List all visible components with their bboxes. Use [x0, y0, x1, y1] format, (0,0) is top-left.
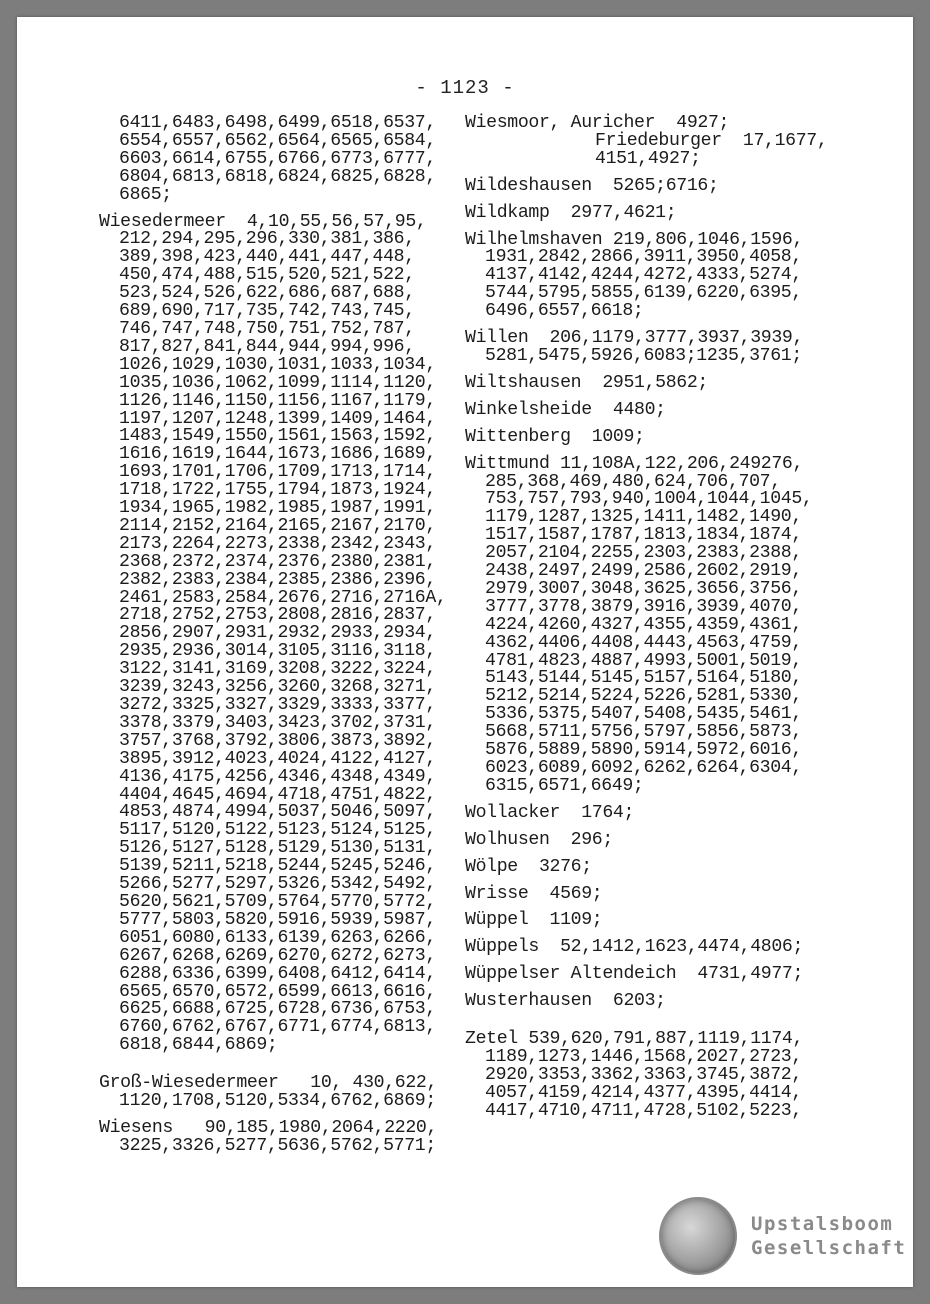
- entry-continuation-line: 5744,5795,5855,6139,6220,6395,: [485, 283, 802, 304]
- entry-continuation-line: 2057,2104,2255,2303,2383,2388,: [485, 543, 802, 564]
- index-entry: [465, 175, 875, 196]
- entry-continuation-line: 4417,4710,4711,4728,5102,5223,: [485, 1100, 802, 1121]
- entry-continuation-line: 4057,4159,4214,4377,4395,4414,: [485, 1082, 802, 1103]
- entry-continuation-line: 2114,2152,2164,2165,2167,2170,: [119, 515, 436, 536]
- index-entry: [465, 802, 875, 823]
- index-entry: [465, 453, 875, 796]
- entry-continuation-line: 1026,1029,1030,1031,1033,1034,: [119, 354, 436, 375]
- index-entry: [465, 1031, 875, 1121]
- entry-continuation-line: 1693,1701,1706,1709,1713,1714,: [119, 462, 436, 483]
- entry-heading-line: Wiesedermeer 4,10,55,56,57,95,: [99, 211, 427, 232]
- entry-continuation-line: 2718,2752,2753,2808,2816,2837,: [119, 605, 436, 626]
- entry-continuation-line: 689,690,717,735,742,743,745,: [119, 301, 415, 322]
- entry-continuation-line: 2173,2264,2273,2338,2342,2343,: [119, 533, 436, 554]
- entry-continuation-line: 2461,2583,2584,2676,2716,2716A,: [119, 587, 447, 608]
- entry-continuation-line: 6804,6813,6818,6824,6825,6828,: [119, 166, 436, 187]
- right-index-column: [465, 115, 875, 1130]
- index-entry: [465, 426, 875, 447]
- entry-continuation-line: 6625,6688,6725,6728,6736,6753,: [119, 999, 436, 1020]
- logo-line-2: Gesellschaft: [751, 1237, 907, 1259]
- entry-heading-line: 6411,6483,6498,6499,6518,6537,: [119, 113, 436, 133]
- entry-continuation-line: 6496,6557,6618;: [485, 301, 644, 322]
- entry-continuation-line: 2935,2936,3014,3105,3116,3118,: [119, 641, 436, 662]
- entry-continuation-line: 1483,1549,1550,1561,1563,1592,: [119, 426, 436, 447]
- entry-continuation-line: 4362,4406,4408,4443,4563,4759,: [485, 632, 802, 653]
- entry-continuation-line: 4781,4823,4887,4993,5001,5019,: [485, 650, 802, 671]
- entry-heading-line: Willen 206,1179,3777,3937,3939,: [465, 328, 804, 349]
- index-entry: [465, 966, 875, 984]
- entry-heading-line: Wölpe 3276;: [465, 856, 592, 877]
- index-entry: [99, 211, 471, 1056]
- entry-heading-line: Wolhusen 296;: [465, 829, 613, 850]
- entry-continuation-line: 6603,6614,6755,6766,6773,6777,: [119, 148, 436, 169]
- index-entry: [465, 372, 875, 393]
- entry-continuation-line: 6315,6571,6649;: [485, 775, 644, 796]
- entry-continuation-line: 2920,3353,3362,3363,3745,3872,: [485, 1064, 802, 1085]
- entry-continuation-line: 5777,5803,5820,5916,5939,5987,: [119, 909, 436, 930]
- entry-continuation-line: 1197,1207,1248,1399,1409,1464,: [119, 408, 436, 429]
- entry-continuation-line: 746,747,748,750,751,752,787,: [119, 318, 415, 339]
- entry-heading-line: Zetel 539,620,791,887,1119,1174,: [465, 1029, 804, 1050]
- entry-continuation-line: 5143,5144,5145,5157,5164,5180,: [485, 668, 802, 689]
- entry-continuation-line: 4853,4874,4994,5037,5046,5097,: [119, 802, 436, 823]
- index-entry: [465, 399, 875, 420]
- index-entry: [465, 912, 875, 930]
- entry-continuation-line: 1931,2842,2866,3911,3950,4058,: [485, 247, 802, 268]
- upstalsboom-seal-icon: [659, 1197, 737, 1275]
- entry-continuation-line: 1035,1036,1062,1099,1114,1120,: [119, 372, 436, 393]
- index-entry: [465, 829, 875, 850]
- publisher-logo: [659, 1197, 906, 1275]
- entry-heading-line: Wittenberg 1009;: [465, 426, 645, 447]
- entry-continuation-line: 753,757,793,940,1004,1044,1045,: [485, 489, 813, 510]
- index-entry: [99, 115, 471, 205]
- entry-heading-line: Wiltshausen 2951,5862;: [465, 372, 708, 393]
- entry-heading-line: Wüppel 1109;: [465, 910, 603, 931]
- entry-continuation-line: 5139,5211,5218,5244,5245,5246,: [119, 856, 436, 877]
- entry-heading-line: Wrisse 4569;: [465, 883, 603, 904]
- entry-continuation-line: 1934,1965,1982,1985,1987,1991,: [119, 498, 436, 519]
- entry-continuation-line: 6554,6557,6562,6564,6565,6584,: [119, 130, 436, 151]
- entry-continuation-line: 6760,6762,6767,6771,6774,6813,: [119, 1017, 436, 1038]
- entry-continuation-line: 3378,3379,3403,3423,3702,3731,: [119, 712, 436, 733]
- entry-heading-line: Wüppelser Altendeich 4731,4977;: [465, 964, 804, 985]
- entry-continuation-line: 6865;: [119, 184, 172, 205]
- entry-heading-line: Wiesmoor, Auricher 4927;: [465, 113, 730, 133]
- entry-continuation-line: 2979,3007,3048,3625,3656,3756,: [485, 578, 802, 599]
- entry-continuation-line: 1126,1146,1150,1156,1167,1179,: [119, 390, 436, 411]
- index-entry: [99, 1075, 471, 1111]
- index-entry: [465, 856, 875, 877]
- entry-continuation-line: 2856,2907,2931,2932,2933,2934,: [119, 623, 436, 644]
- entry-continuation-line: 2382,2383,2384,2385,2386,2396,: [119, 569, 436, 590]
- entry-continuation-line: 817,827,841,844,944,994,996,: [119, 336, 415, 357]
- index-entry: [465, 993, 875, 1011]
- entry-heading-line: Wollacker 1764;: [465, 802, 635, 823]
- entry-continuation-line: 3757,3768,3792,3806,3873,3892,: [119, 730, 436, 751]
- entry-continuation-line: 5281,5475,5926,6083;1235,3761;: [485, 345, 802, 366]
- entry-continuation-line: 523,524,526,622,686,687,688,: [119, 283, 415, 304]
- entry-continuation-line: 4151,4927;: [595, 148, 701, 169]
- entry-heading-line: Wittmund 11,108A,122,206,249276,: [465, 453, 804, 474]
- entry-continuation-line: 6818,6844,6869;: [119, 1035, 278, 1056]
- entry-continuation-line: 4404,4645,4694,4718,4751,4822,: [119, 784, 436, 805]
- entry-continuation-line: 5266,5277,5297,5326,5342,5492,: [119, 874, 436, 895]
- index-entry: [99, 1117, 471, 1156]
- index-entry: [465, 229, 875, 322]
- entry-continuation-line: 3272,3325,3327,3329,3333,3377,: [119, 695, 436, 715]
- entry-continuation-line: 450,474,488,515,520,521,522,: [119, 265, 415, 286]
- entry-continuation-line: 4136,4175,4256,4346,4348,4349,: [119, 766, 436, 787]
- entry-continuation-line: 1179,1287,1325,1411,1482,1490,: [485, 507, 802, 528]
- entry-continuation-line: 285,368,469,480,624,706,707,: [485, 471, 781, 492]
- entry-continuation-line: 5620,5621,5709,5764,5770,5772,: [119, 891, 436, 912]
- entry-heading-line: Wiesens 90,185,1980,2064,2220,: [99, 1117, 438, 1138]
- index-entry: [465, 330, 875, 366]
- entry-continuation-line: 5336,5375,5407,5408,5435,5461,: [485, 704, 802, 725]
- entry-heading-line: Wildeshausen 5265;6716;: [465, 175, 719, 196]
- document-page: [17, 17, 913, 1287]
- entry-continuation-line: 1517,1587,1787,1813,1834,1874,: [485, 525, 802, 546]
- left-index-column: [99, 115, 471, 1165]
- entry-heading-line: Winkelsheide 4480;: [465, 399, 666, 420]
- entry-continuation-line: Friedeburger 17,1677,: [595, 130, 828, 151]
- entry-continuation-line: 3122,3141,3169,3208,3222,3224,: [119, 659, 436, 680]
- entry-continuation-line: 4137,4142,4244,4272,4333,5274,: [485, 265, 802, 286]
- entry-continuation-line: 3895,3912,4023,4024,4122,4127,: [119, 748, 436, 769]
- index-entry: [465, 883, 875, 904]
- entry-continuation-line: 5212,5214,5224,5226,5281,5330,: [485, 686, 802, 707]
- entry-continuation-line: 6023,6089,6092,6262,6264,6304,: [485, 758, 802, 778]
- entry-continuation-line: 2438,2497,2499,2586,2602,2919,: [485, 561, 802, 582]
- entry-continuation-line: 6051,6080,6133,6139,6263,6266,: [119, 927, 436, 948]
- entry-continuation-line: 6565,6570,6572,6599,6613,6616,: [119, 981, 436, 1002]
- entry-continuation-line: 5668,5711,5756,5797,5856,5873,: [485, 722, 802, 743]
- entry-continuation-line: 3225,3326,5277,5636,5762,5771;: [119, 1135, 436, 1156]
- entry-continuation-line: 5126,5127,5128,5129,5130,5131,: [119, 838, 436, 859]
- entry-continuation-line: 5117,5120,5122,5123,5124,5125,: [119, 820, 436, 841]
- logo-line-1: Upstalsboom: [751, 1213, 894, 1235]
- entry-continuation-line: 6267,6268,6269,6270,6272,6273,: [119, 945, 436, 966]
- entry-heading-line: Wüppels 52,1412,1623,4474,4806;: [465, 937, 804, 958]
- entry-continuation-line: 5876,5889,5890,5914,5972,6016,: [485, 740, 802, 761]
- entry-continuation-line: 389,398,423,440,441,447,448,: [119, 247, 415, 268]
- entry-continuation-line: 1718,1722,1755,1794,1873,1924,: [119, 480, 436, 501]
- entry-heading-line: Wildkamp 2977,4621;: [465, 202, 677, 223]
- entry-continuation-line: 1189,1273,1446,1568,2027,2723,: [485, 1046, 802, 1067]
- index-entry: [465, 115, 875, 169]
- entry-continuation-line: 3777,3778,3879,3916,3939,4070,: [485, 596, 802, 617]
- entry-heading-line: Wilhelmshaven 219,806,1046,1596,: [465, 229, 804, 250]
- page-number: - 1123 -: [415, 77, 515, 99]
- entry-heading-line: Wusterhausen 6203;: [465, 991, 666, 1012]
- index-entry: [465, 202, 875, 223]
- entry-continuation-line: 212,294,295,296,330,381,386,: [119, 229, 415, 250]
- entry-continuation-line: 1120,1708,5120,5334,6762,6869;: [119, 1091, 436, 1112]
- entry-continuation-line: 6288,6336,6399,6408,6412,6414,: [119, 963, 436, 984]
- entry-heading-line: Groß-Wiesedermeer 10, 430,622,: [99, 1073, 438, 1094]
- entry-continuation-line: 1616,1619,1644,1673,1686,1689,: [119, 444, 436, 465]
- entry-continuation-line: 3239,3243,3256,3260,3268,3271,: [119, 677, 436, 698]
- entry-continuation-line: 2368,2372,2374,2376,2380,2381,: [119, 551, 436, 572]
- entry-continuation-line: 4224,4260,4327,4355,4359,4361,: [485, 614, 802, 635]
- index-entry: [465, 939, 875, 957]
